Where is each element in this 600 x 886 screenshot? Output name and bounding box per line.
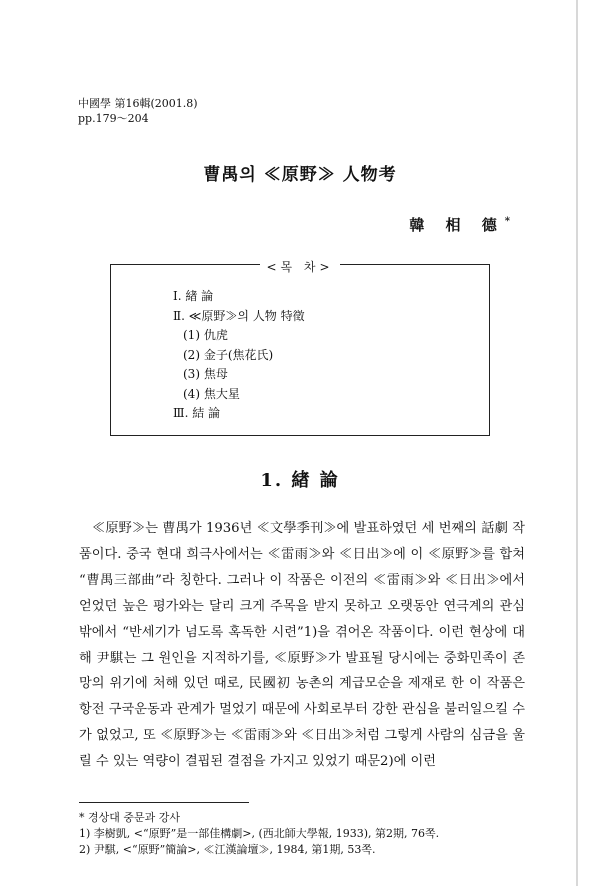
toc-list <box>173 287 305 424</box>
body-paragraph: ≪原野≫는 曹禺가 1936년 ≪文學季刊≫에 발표하였던 세 번째의 話劇 작품이다. 중국 현대 희극사에서는 ≪雷雨≫와 ≪日出≫에 이 ≪原野≫를 합쳐 “曹禺三部曲”라 칭한다. 그러나 이 작품은 이전의 ≪雷雨≫와 ≪日出≫에서 얻었던 높은 평가와는 달리 크게 주목을 받지 못하고 오랫동안 연극계의 관심 밖에서 “반세기가 넘도록 혹독한 시련”1)을 겪어온 작품이다. 이런 현상에 대해 尹騏는 그 원인을 지적하기를, ≪原野≫가 발표될 당시에는 중화민족이 존망의 위기에 처해 있던 때로, 民國初 농촌의 계급모순을 제재로 한 이 작품은 항전 구국운동과 관계가 멀었기 때문에 사회로부터 강한 관심을 불러일으킬 수가 없었고, 또 ≪原野≫는 ≪雷雨≫와 ≪日出≫처럼 그렇게 사람의 심금을 울릴 수 있는 역량이 결핍된 결점을 가지고 있었기 때문2)에 이런 <box>79 521 525 770</box>
author-name-text: 韓 相 德 <box>409 216 505 234</box>
toc-item: Ⅲ. 結 論 <box>173 406 221 420</box>
author-name <box>409 214 510 235</box>
toc-item: (3) 焦母 <box>183 367 228 381</box>
table-of-contents <box>110 260 490 436</box>
toc-item: Ⅰ. 緖 論 <box>173 289 214 303</box>
footnote: * 경상대 중문과 강사 <box>79 811 180 824</box>
author-footnote-mark: * <box>504 216 510 227</box>
footnote-divider <box>79 802 249 803</box>
body-text <box>79 516 525 775</box>
section-heading: 1. 緖 論 <box>260 470 340 491</box>
paper-title: 曹禺의 ≪原野≫ 人物考 <box>203 165 397 185</box>
journal-pages: pp.179～204 <box>78 112 149 125</box>
toc-item: (1) 仇虎 <box>183 328 228 342</box>
toc-item: (4) 焦大星 <box>183 386 240 401</box>
footnote: 1) 李樹凱, <“原野”是一部佳構劇>, (西北師大學報, 1933), 第2期, 76쪽. <box>79 827 440 840</box>
footnotes <box>79 810 439 858</box>
toc-item: Ⅱ. ≪原野≫의 人物 特徵 <box>173 308 305 323</box>
scan-edge <box>576 0 578 886</box>
toc-item: (2) 金子(焦花氏) <box>183 347 274 362</box>
journal-volume: 中國學 第16輯(2001.8) <box>78 97 198 110</box>
footnote: 2) 尹騏, <“原野”簡論>, ≪江漢論壇≫, 1984, 第1期, 53쪽. <box>79 843 376 856</box>
journal-info <box>78 96 198 126</box>
toc-heading: <목 차> <box>260 260 339 274</box>
